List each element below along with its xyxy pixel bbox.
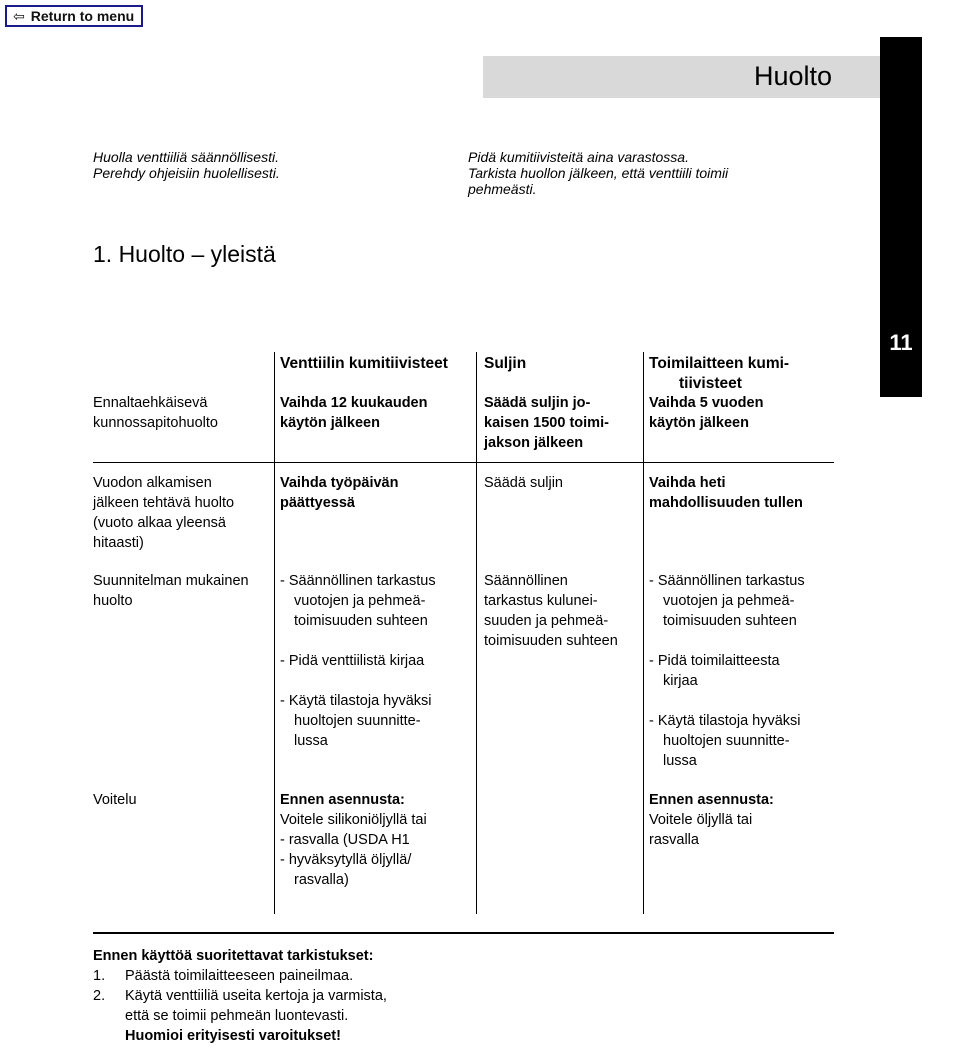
header-line: Toimilaitteen kumi- xyxy=(649,355,790,372)
header-venttiilin-kumitiivisteet: Venttiilin kumitiivisteet xyxy=(280,355,448,372)
text-line: toimisuuden suhteen xyxy=(294,613,428,629)
text-line: huoltojen suunnitte- xyxy=(663,733,790,749)
text-line: Ennen asennusta: xyxy=(649,792,774,808)
section-title: 1. Huolto – yleistä xyxy=(93,241,276,267)
table-divider-1 xyxy=(274,352,275,914)
row3-label xyxy=(93,571,249,611)
text-line: Ennaltaehkäisevä xyxy=(93,395,208,411)
check-number: 2. xyxy=(93,988,106,1004)
text-line: toimisuuden suhteen xyxy=(663,613,797,629)
check-item xyxy=(93,986,693,1006)
text-line: suuden ja pehmeä- xyxy=(484,613,609,629)
text-line: Ennen asennusta: xyxy=(280,792,405,808)
return-to-menu-button[interactable] xyxy=(5,5,143,27)
text-line: huoltojen suunnitte- xyxy=(294,713,421,729)
row3-col2 xyxy=(484,571,618,651)
table-row-rule xyxy=(93,462,834,463)
check-number: 1. xyxy=(93,968,106,984)
row1-col3 xyxy=(649,393,763,433)
row2-col3 xyxy=(649,473,803,513)
text-line: Vaihda työpäivän xyxy=(280,475,399,491)
intro-left xyxy=(93,149,280,181)
text-line: rasvalla) xyxy=(294,872,349,888)
text-line: - Säännöllinen tarkastus xyxy=(280,573,436,589)
text-line: lussa xyxy=(663,753,697,769)
intro-line: Huolla venttiiliä säännöllisesti. xyxy=(93,149,279,165)
intro-line: pehmeästi. xyxy=(468,181,537,197)
row4-col3 xyxy=(649,790,774,850)
header-toimilaitteen xyxy=(649,354,789,394)
bottom-rule xyxy=(93,932,834,934)
pre-use-checks xyxy=(93,946,693,1046)
left-arrow-icon: ⇦ xyxy=(13,7,25,24)
check-text: Käytä venttiiliä useita kertoja ja varmista, xyxy=(125,988,387,1004)
text-line: kunnossapitohuolto xyxy=(93,415,218,431)
text-line: jälkeen tehtävä huolto xyxy=(93,495,235,511)
text-line: rasvalla xyxy=(649,832,699,848)
row2-col2 xyxy=(484,473,563,493)
text-line: käytön jälkeen xyxy=(280,415,380,431)
text-line: Suunnitelman mukainen xyxy=(93,573,249,589)
text-line: Voitele silikoniöljyllä tai xyxy=(280,812,427,828)
text-line: kaisen 1500 toimi- xyxy=(484,415,609,431)
check-text: Päästä toimilaitteeseen paineilmaa. xyxy=(125,968,354,984)
check-item xyxy=(93,966,693,986)
table-divider-3 xyxy=(643,352,644,914)
text-line: huolto xyxy=(93,593,133,609)
row4-col1 xyxy=(280,790,427,890)
row3-col1 xyxy=(280,571,436,751)
row1-col2 xyxy=(484,393,609,453)
return-to-menu-label: Return to menu xyxy=(30,8,135,24)
table-divider-2 xyxy=(476,352,477,914)
intro-right xyxy=(468,149,728,197)
page-title: Huolto xyxy=(753,61,832,91)
text-line: Vaihda 12 kuukauden xyxy=(280,395,428,411)
text-line: päättyessä xyxy=(280,495,355,511)
text-line: - hyväksytyllä öljyllä/ xyxy=(280,852,412,868)
check-warning: Huomioi erityisesti varoitukset! xyxy=(125,1028,341,1044)
text-line: - Käytä tilastoja hyväksi xyxy=(649,713,801,729)
row3-col3 xyxy=(649,571,805,771)
text-line: Voitelu xyxy=(93,792,137,808)
text-line: Säädä suljin xyxy=(484,475,563,491)
text-line: (vuoto alkaa yleensä xyxy=(93,515,226,531)
text-line: toimisuuden suhteen xyxy=(484,633,618,649)
text-line: Voitele öljyllä tai xyxy=(649,812,753,828)
text-line: - rasvalla (USDA H1 xyxy=(280,832,410,848)
text-line: tarkastus kulunei- xyxy=(484,593,598,609)
check-continuation: että se toimii pehmeän luontevasti. xyxy=(125,1008,349,1024)
text-line: Säädä suljin jo- xyxy=(484,395,591,411)
text-line: Vaihda heti xyxy=(649,475,726,491)
checks-heading: Ennen käyttöä suoritettavat tarkistukset: xyxy=(93,948,374,964)
text-line: hitaasti) xyxy=(93,535,144,551)
intro-line: Perehdy ohjeisiin huolellisesti. xyxy=(93,165,280,181)
text-line: - Pidä venttiilistä kirjaa xyxy=(280,653,425,669)
row2-col1 xyxy=(280,473,398,513)
text-line: Vaihda 5 vuoden xyxy=(649,395,764,411)
text-line: - Käytä tilastoja hyväksi xyxy=(280,693,432,709)
text-line: mahdollisuuden tullen xyxy=(649,495,803,511)
row4-label xyxy=(93,790,137,810)
text-line: vuotojen ja pehmeä- xyxy=(663,593,795,609)
row1-col1 xyxy=(280,393,427,433)
row2-label xyxy=(93,473,234,553)
text-line: Vuodon alkamisen xyxy=(93,475,212,491)
header-line: tiivisteet xyxy=(679,375,742,392)
intro-line: Pidä kumitiivisteitä aina varastossa. xyxy=(468,149,689,165)
text-line: lussa xyxy=(294,733,328,749)
text-line: - Pidä toimilaitteesta xyxy=(649,653,780,669)
text-line: Säännöllinen xyxy=(484,573,568,589)
row1-label xyxy=(93,393,218,433)
text-line: käytön jälkeen xyxy=(649,415,749,431)
header-suljin: Suljin xyxy=(484,355,527,372)
chapter-number: 11 xyxy=(889,330,913,355)
intro-line: Tarkista huollon jälkeen, että venttiili toimii xyxy=(468,165,729,181)
text-line: jakson jälkeen xyxy=(484,435,584,451)
text-line: kirjaa xyxy=(663,673,698,689)
text-line: - Säännöllinen tarkastus xyxy=(649,573,805,589)
text-line: vuotojen ja pehmeä- xyxy=(294,593,426,609)
